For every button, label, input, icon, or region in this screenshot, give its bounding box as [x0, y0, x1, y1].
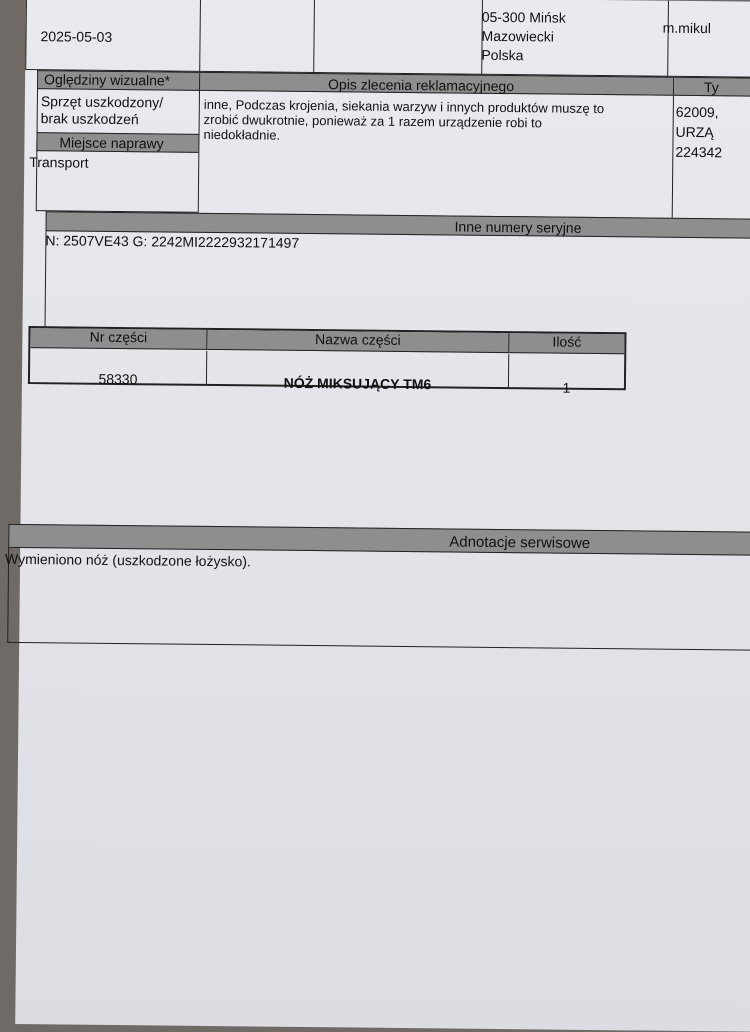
parts-header-part-no-label: Nr części: [89, 328, 148, 346]
repair-location-value: Transport: [29, 154, 89, 171]
order-description-text: inne, Podczas krojenia, siekania warzyw i innych produktów muszę to zrobić dwukrotnie, ponieważ za 1 razem urządzenie robi to niedokładnie.: [203, 96, 605, 143]
address-line-1: 05-300 Mińsk: [481, 8, 566, 26]
header-date-cell: [25, 0, 201, 72]
type-value-1: 62009,: [675, 103, 719, 121]
parts-row-name: [207, 351, 509, 393]
type-values-cell: [673, 96, 750, 219]
parts-header-name-label: Nazwa części: [315, 331, 401, 348]
type-header-label: Ty: [703, 79, 719, 96]
qty-value: 1: [562, 379, 571, 396]
part-no-value: 58330: [98, 370, 138, 388]
parts-header-qty: [509, 333, 624, 354]
other-serials-header-label: Inne numery seryjne: [454, 218, 582, 236]
header-blank-cell-1: [200, 0, 315, 73]
repair-location-header: [36, 132, 198, 153]
type-value-2: URZĄ: [675, 123, 714, 141]
type-header: [674, 77, 750, 97]
visual-inspection-header: [37, 70, 199, 91]
document-page: [5, 0, 750, 1032]
visual-inspection-header-label: Oględziny wizualne*: [44, 71, 171, 89]
other-serials-box: [45, 231, 750, 336]
parts-header-part-no: [30, 328, 207, 350]
parts-header-qty-label: Ilość: [552, 333, 582, 350]
service-notes-text: Wymieniono nóż (uszkodzone łożysko).: [5, 550, 251, 570]
parts-row-part-no: [30, 349, 207, 388]
header-email-cell: [662, 1, 750, 78]
visual-inspection-value: Sprzęt uszkodzony/ brak uszkodzeń: [40, 93, 164, 128]
address-line-2: Mazowiecki: [481, 27, 555, 45]
part-name-value: NÓŻ MIKSUJĄCY TM6: [283, 374, 432, 393]
parts-row-qty: [509, 354, 624, 396]
parts-table: [28, 326, 627, 396]
email-fragment: m.mikul: [662, 19, 711, 37]
service-notes-header-label: Adnotacje serwisowe: [449, 533, 591, 552]
header-blank-cell-2: [314, 0, 483, 75]
parts-header-name: [207, 330, 509, 353]
order-description-header-label: Opis zlecenia reklamacyjnego: [327, 76, 515, 95]
header-address-cell: [482, 0, 669, 77]
serial-numbers-text: N: 2507VE43 G: 2242MI2222932171497: [45, 232, 300, 251]
type-value-3: 224342: [675, 143, 723, 161]
address-line-3: Polska: [481, 46, 524, 64]
service-notes-box: [7, 548, 750, 651]
repair-location-header-label: Miejsce naprawy: [59, 134, 164, 152]
date-text: 2025-05-03: [40, 28, 113, 45]
order-description-cell: [198, 91, 674, 218]
